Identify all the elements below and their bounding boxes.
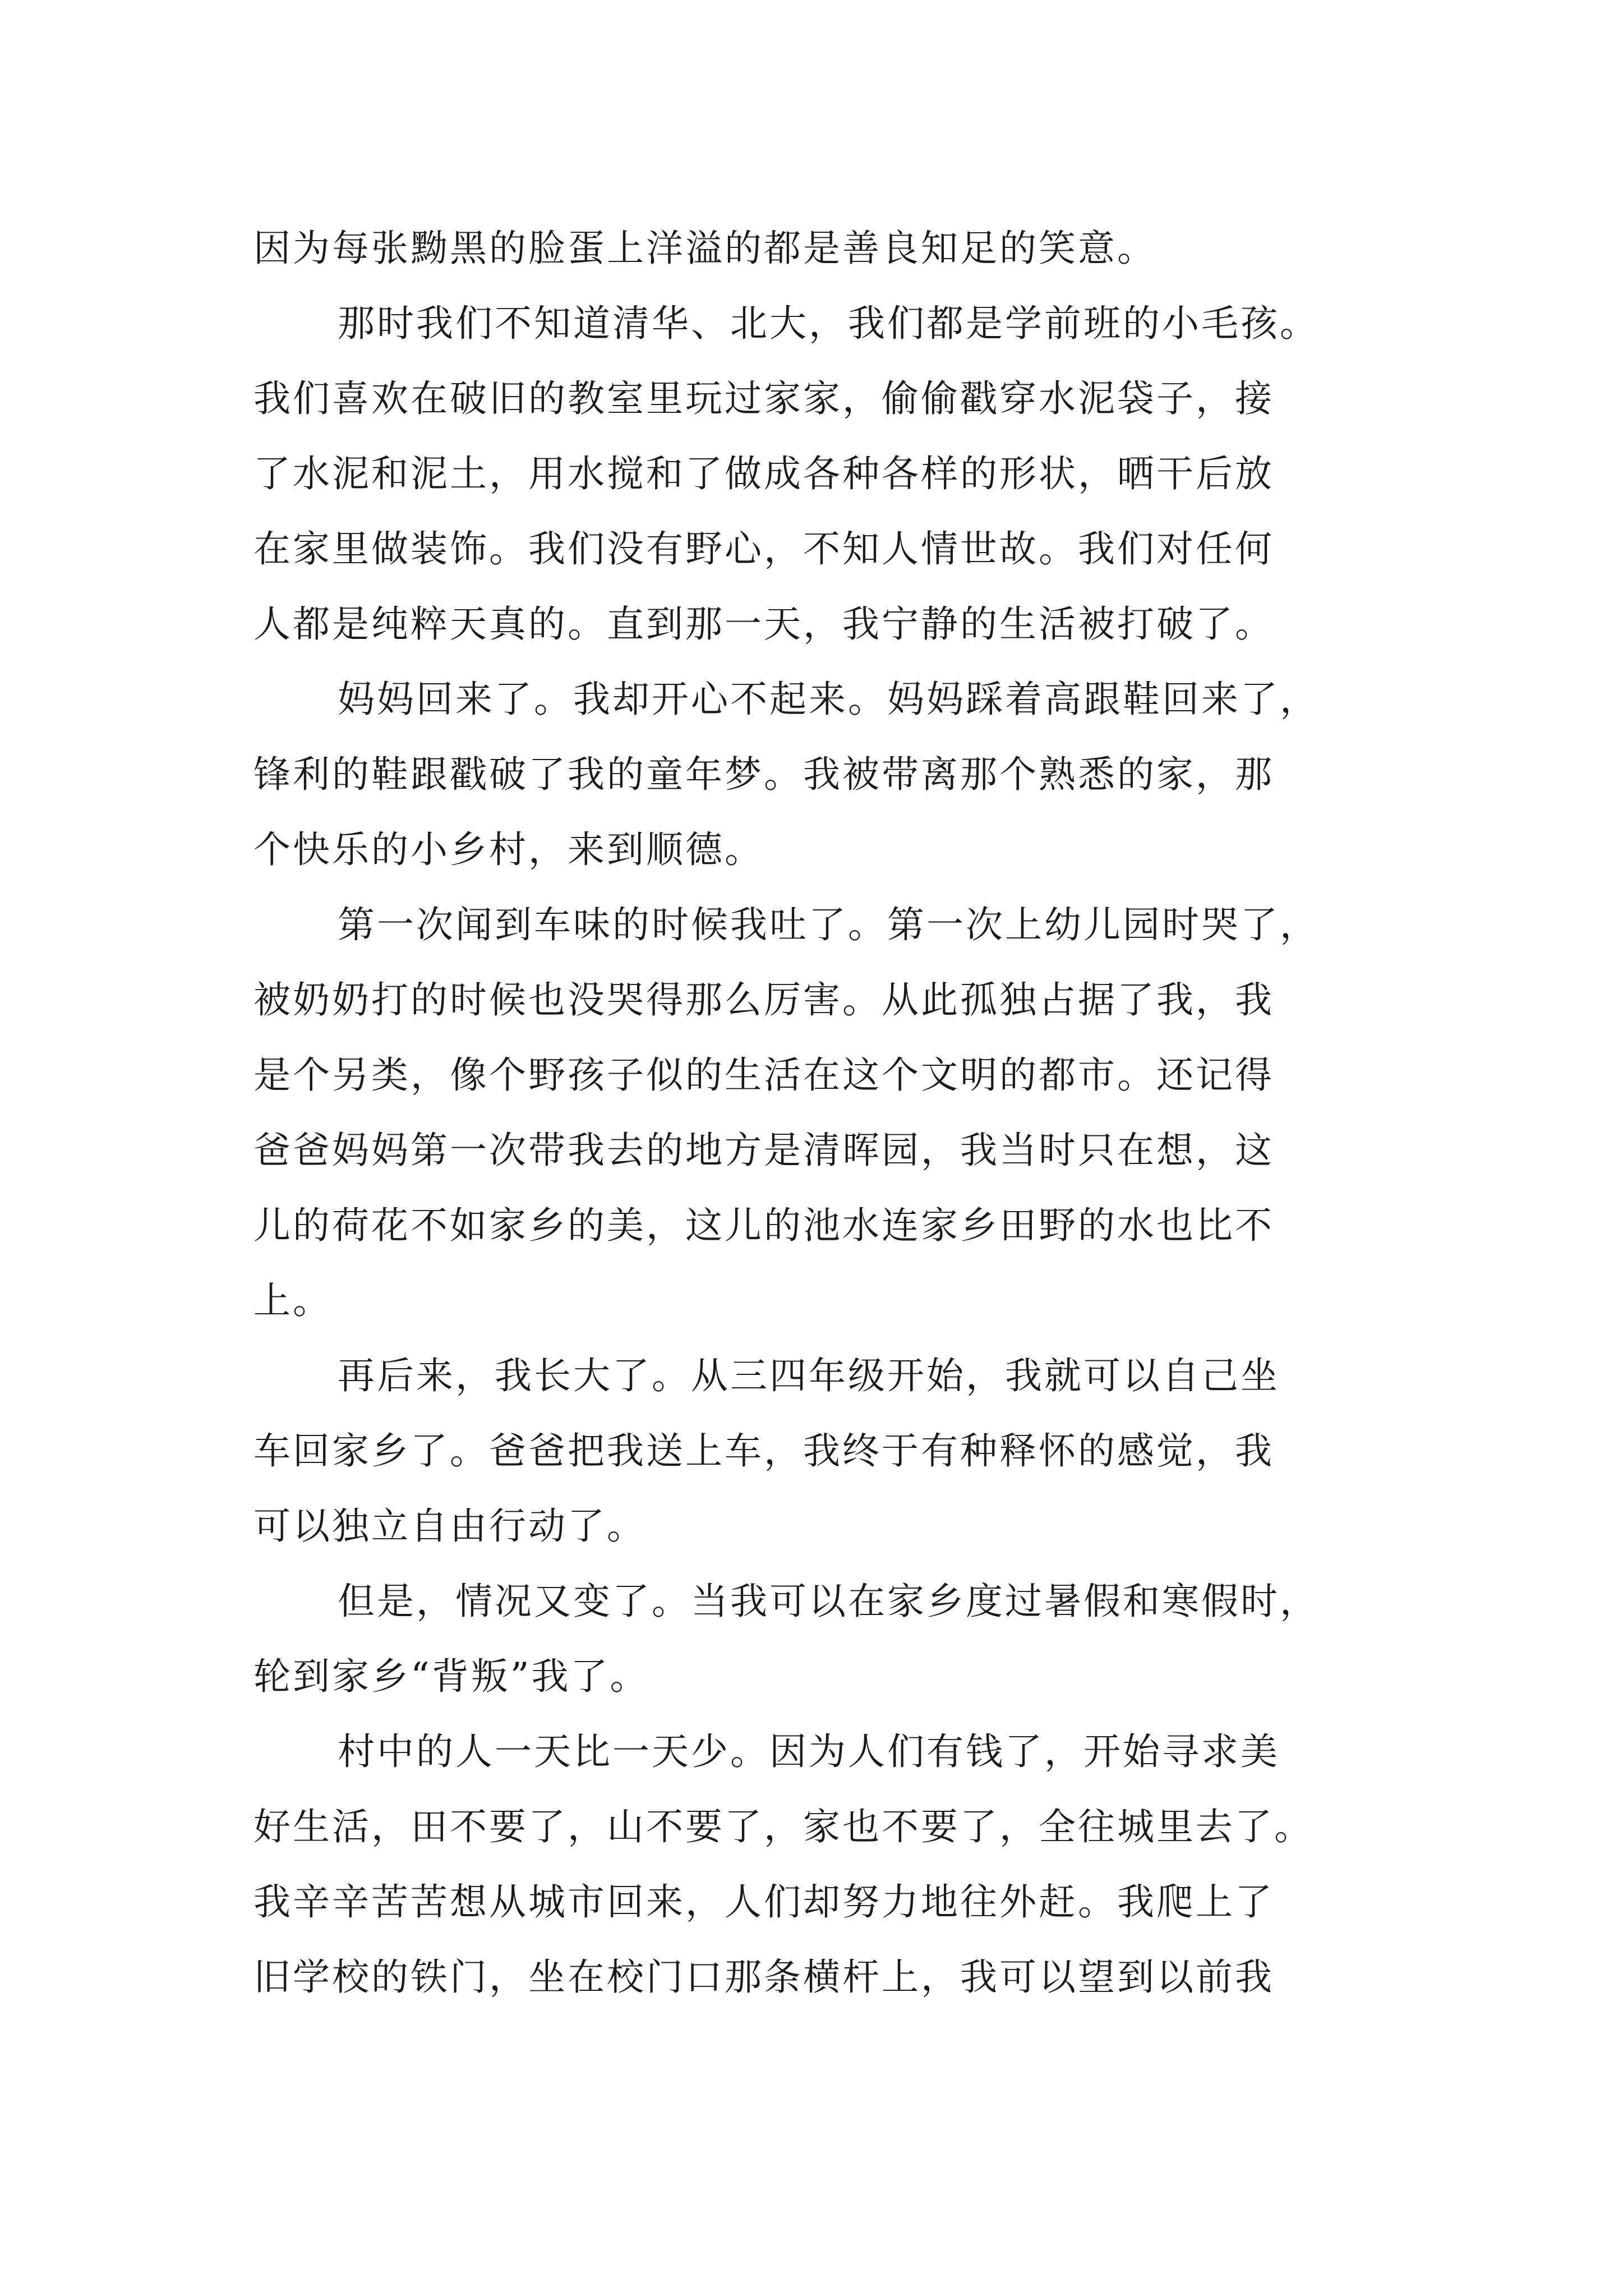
paragraph-first-line: 妈妈回来了。我却开心不起来。妈妈踩着高跟鞋回来了， — [338, 678, 1319, 721]
text-line: 被奶奶打的时候也没哭得那么厉害。从此孤独占据了我，我 — [253, 978, 1274, 1022]
paragraph-first-line: 村中的人一天比一天少。因为人们有钱了，开始寻求美 — [338, 1730, 1280, 1773]
text-line: 是个另类，像个野孩子似的生活在这个文明的都市。还记得 — [253, 1053, 1274, 1097]
paragraph-first-line: 第一次闻到车味的时候我吐了。第一次上幼儿园时哭了， — [338, 903, 1319, 946]
body-text — [253, 211, 1381, 2015]
paragraph-first-line: 再后来，我长大了。从三四年级开始，我就可以自己坐 — [338, 1354, 1280, 1397]
text-line: 轮到家乡“背叛”我了。 — [253, 1655, 649, 1698]
text-line: 可以独立自由行动了。 — [253, 1504, 646, 1548]
text-line: 人都是纯粹天真的。直到那一天，我宁静的生活被打破了。 — [253, 602, 1274, 646]
text-line: 因为每张黝黑的脸蛋上洋溢的都是善良知足的笑意。 — [253, 227, 1156, 270]
text-line: 我们喜欢在破旧的教室里玩过家家，偷偷戳穿水泥袋子，接 — [253, 377, 1274, 420]
text-line: 了水泥和泥土，用水搅和了做成各种各样的形状，晒干后放 — [253, 452, 1274, 495]
paragraph-first-line: 那时我们不知道清华、北大，我们都是学前班的小毛孩。 — [338, 302, 1319, 345]
text-line: 儿的荷花不如家乡的美，这儿的池水连家乡田野的水也比不 — [253, 1204, 1274, 1247]
text-line: 个快乐的小乡村，来到顺德。 — [253, 828, 764, 871]
text-line: 锋利的鞋跟戳破了我的童年梦。我被带离那个熟悉的家，那 — [253, 753, 1274, 796]
text-line: 旧学校的铁门，坐在校门口那条横杆上，我可以望到以前我 — [253, 1955, 1274, 1999]
paragraph-first-line: 但是，情况又变了。当我可以在家乡度过暑假和寒假时， — [338, 1580, 1319, 1623]
text-line: 爸爸妈妈第一次带我去的地方是清晖园，我当时只在想，这 — [253, 1129, 1274, 1172]
text-line: 好生活，田不要了，山不要了，家也不要了，全往城里去了。 — [253, 1805, 1313, 1848]
text-line: 我辛辛苦苦想从城市回来，人们却努力地往外赶。我爬上了 — [253, 1880, 1274, 1924]
text-line: 车回家乡了。爸爸把我送上车，我终于有种释怀的感觉，我 — [253, 1429, 1274, 1473]
text-line: 上。 — [253, 1279, 332, 1322]
text-line: 在家里做装饰。我们没有野心，不知人情世故。我们对任何 — [253, 527, 1274, 570]
